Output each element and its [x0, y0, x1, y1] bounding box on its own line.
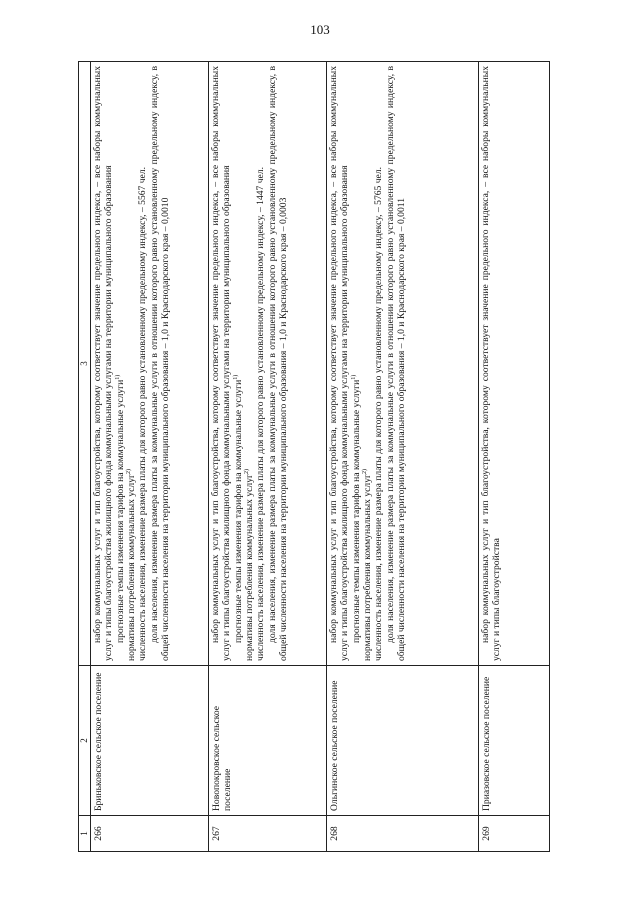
- description-line: [385, 66, 408, 661]
- description-text: набор коммунальных услуг и тип благоустройства, которому соответствует значение предельного индекса, – все наборы коммунальных услуг и типы благоустройства жилищного фонда коммунальными услугами на территории муниципального образования: [210, 66, 233, 661]
- table-row: [479, 62, 550, 852]
- description-text: численность населения, изменение размера платы для которого равно установленному предельному индексу, – 5567 чел.: [137, 167, 149, 661]
- description-text: прогнозные темпы изменения тарифов на коммунальные услуги: [350, 379, 362, 643]
- description-line: [233, 66, 244, 661]
- settlement-name: Бриньковское сельское поселение: [91, 666, 209, 816]
- description-text: доля населения, изменение размера платы за коммунальные услуги в отношении которого равно установленному предельному индексу, в общей численности населения на территории муниципального образования – 1,0 и Краснодарского края – 0,0010: [148, 66, 171, 661]
- description-text: нормативы потребления коммунальных услуг: [243, 474, 255, 661]
- table-header-row: [79, 62, 91, 852]
- row-number: 267: [209, 816, 327, 852]
- row-description: [91, 62, 209, 666]
- footnote-marker: 1): [114, 374, 121, 380]
- table-row: [209, 62, 327, 852]
- description-text: нормативы потребления коммунальных услуг: [361, 474, 373, 661]
- header-col-2: 2: [79, 666, 91, 816]
- description-text: набор коммунальных услуг и тип благоустройства, которому соответствует значение предельного индекса, – все наборы коммунальных услуг и типы благоустройства жилищного фонда коммунальными услугами на территории муниципального образования: [328, 66, 351, 661]
- row-description: [479, 62, 550, 666]
- description-text: доля населения, изменение размера платы за коммунальные услуги в отношении которого равно установленному предельному индексу, в общей численности населения на территории муниципального образования – 1,0 и Краснодарского края – 0,0011: [384, 66, 407, 661]
- settlement-name: Ольгинское сельское поселение: [327, 666, 479, 816]
- footnote-marker: 2): [125, 469, 132, 475]
- settlement-name: Приазовское сельское поселение: [479, 666, 550, 816]
- description-line: [373, 66, 384, 661]
- description-line: [480, 66, 503, 661]
- description-line: [255, 66, 266, 661]
- description-text: нормативы потребления коммунальных услуг: [125, 474, 137, 661]
- description-text: прогнозные темпы изменения тарифов на коммунальные услуги: [232, 379, 244, 643]
- rotated-table-canvas: [78, 62, 548, 852]
- description-text: численность населения, изменение размера платы для которого равно установленному предельному индексу, – 1447 чел.: [255, 167, 267, 661]
- description-line: [137, 66, 148, 661]
- page-number: 103: [310, 22, 330, 37]
- description-text: доля населения, изменение размера платы за коммунальные услуги в отношении которого равно установленному предельному индексу, в общей численности населения на территории муниципального образования – 1,0 и Краснодарского края – 0,0003: [266, 66, 289, 661]
- description-text: прогнозные темпы изменения тарифов на коммунальные услуги: [114, 379, 126, 643]
- footnote-marker: 1): [350, 374, 357, 380]
- settlement-name: Новопокровское сельское поселение: [209, 666, 327, 816]
- description-line: [244, 66, 255, 661]
- description-text: численность населения, изменение размера платы для которого равно установленному предельному индексу, – 5765 чел.: [373, 167, 385, 661]
- row-number: 266: [91, 816, 209, 852]
- tariff-table: [78, 61, 550, 852]
- row-number: 269: [479, 816, 550, 852]
- description-line: [362, 66, 373, 661]
- description-line: [328, 66, 351, 661]
- description-text: набор коммунальных услуг и тип благоустройства, которому соответствует значение предельного индекса, – все наборы коммунальных услуг и типы благоустройства жилищного фонда коммунальными услугами на территории муниципального образования: [92, 66, 115, 661]
- description-line: [267, 66, 290, 661]
- description-line: [115, 66, 126, 661]
- header-col-3: 3: [79, 62, 91, 666]
- header-col-1: 1: [79, 816, 91, 852]
- description-line: [92, 66, 115, 661]
- description-line: [149, 66, 172, 661]
- footnote-marker: 2): [243, 469, 250, 475]
- row-description: [327, 62, 479, 666]
- row-description: [209, 62, 327, 666]
- rotated-table-container: [78, 62, 548, 852]
- description-line: [126, 66, 137, 661]
- description-line: [351, 66, 362, 661]
- table-row: [327, 62, 479, 852]
- description-text: набор коммунальных услуг и тип благоустройства, которому соответствует значение предельного индекса, – все наборы коммунальных услуг и типы благоустройства: [480, 66, 503, 661]
- table-body: [91, 62, 550, 852]
- footnote-marker: 2): [361, 469, 368, 475]
- footnote-marker: 1): [232, 374, 239, 380]
- description-line: [210, 66, 233, 661]
- row-number: 268: [327, 816, 479, 852]
- table-row: [91, 62, 209, 852]
